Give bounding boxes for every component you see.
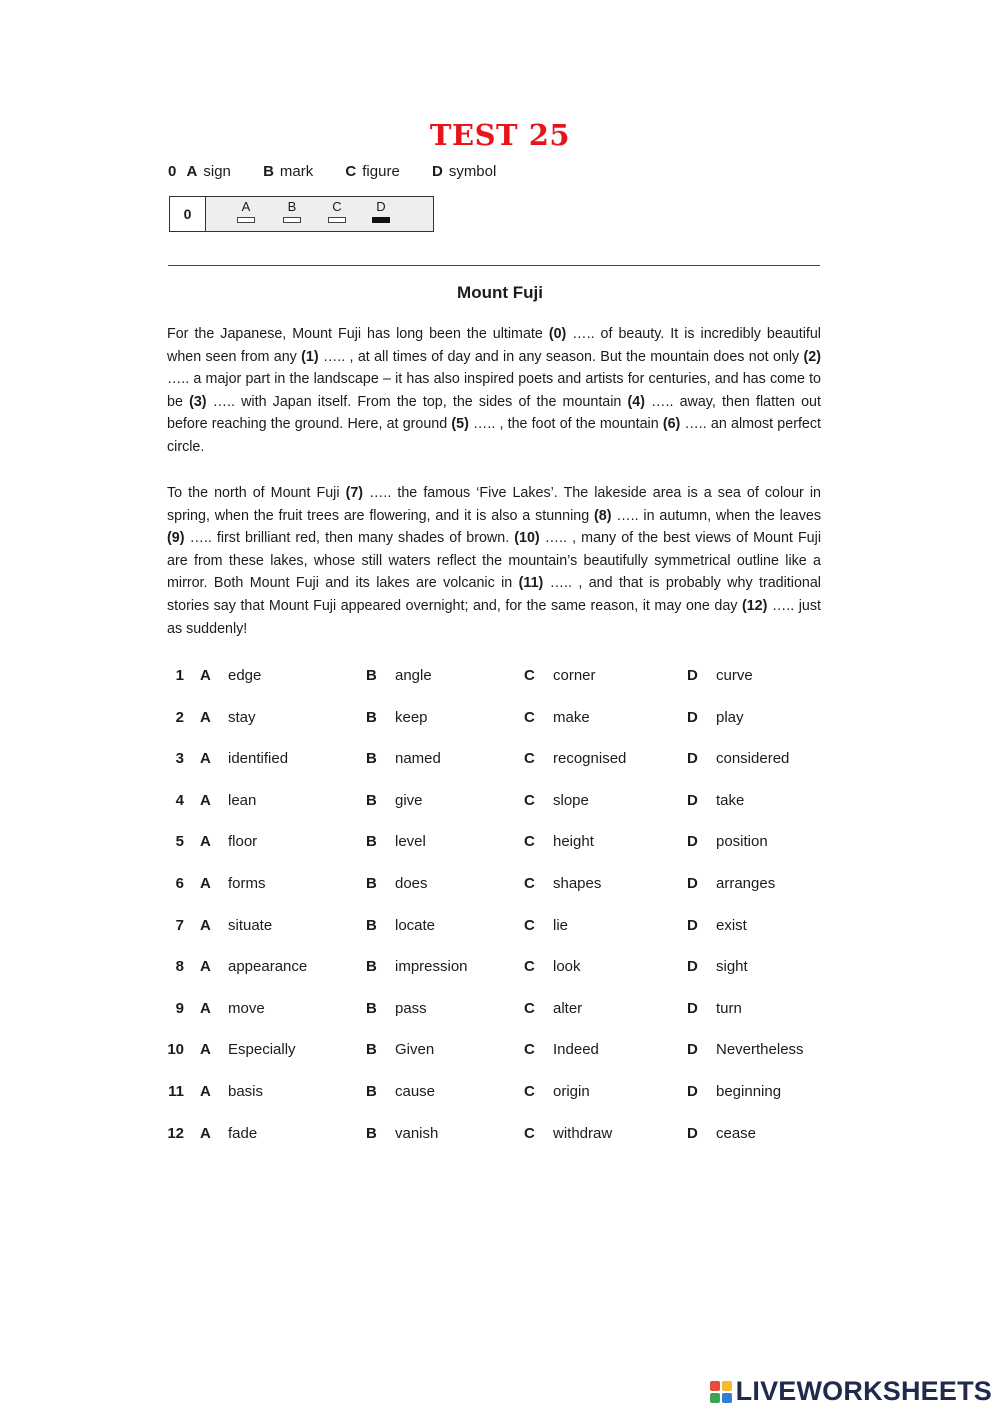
passage-paragraph-2 [167,482,821,640]
gap-number: (2) [803,348,821,365]
option-b: pass [395,999,427,1017]
example-letter-d: D [431,163,443,180]
question-number: 4 [175,791,184,809]
answer-bubble [283,217,301,223]
option-letter: C [524,874,535,892]
passage-text: ….. in autumn, when the leaves [611,507,821,524]
option-letter: C [524,916,535,934]
option-a: Especially [228,1041,296,1059]
passage-text: ….. the famous ‘Five Lakes’. The lakeside area is a sea of colour in spring, when the fruit trees are flowering, and it is also a stunning [167,485,821,524]
example-option-b: mark [279,163,314,180]
example-option-d: symbol [448,163,497,180]
option-letter: C [524,667,535,684]
answer-bubble [372,217,390,223]
option-letter: B [366,667,377,684]
option-c: make [553,708,590,726]
option-letter: C [524,1082,535,1100]
question-number: 12 [167,1124,184,1142]
option-c: slope [553,791,589,809]
gap-number: (8) [594,507,612,524]
gap-number: (7) [345,485,364,501]
option-d: curve [716,667,753,684]
option-b: locate [395,916,436,934]
brand-name: LIVEWORKSHEETS [735,1376,992,1406]
question-number: 8 [175,958,184,976]
option-c: shapes [553,874,602,892]
option-c: Indeed [553,1041,599,1059]
option-c: height [553,833,594,851]
option-a: appearance [228,958,308,976]
answer-sheet-number: 0 [170,197,206,231]
option-b: level [395,833,426,851]
answer-bubble [237,217,255,223]
example-option-c: figure [362,163,400,180]
option-letter: D [687,833,698,851]
option-letter: C [524,791,535,809]
logo-square [722,1381,732,1391]
answer-bubble [328,217,346,223]
option-d: take [716,791,745,809]
option-a: situate [228,916,273,934]
option-letter: D [687,750,698,768]
option-letter: D [687,1041,698,1059]
example-answer-sheet [169,196,434,232]
option-letter: A [200,833,211,851]
option-d: position [716,833,768,851]
option-letter: D [687,667,698,684]
logo-square [710,1393,720,1403]
passage-text: ….. with Japan itself. From the top, the sides of the mountain [206,393,628,410]
passage-text: ….. of beauty. It is incredibly beautiful when seen from any [167,326,821,365]
option-a: fade [228,1124,258,1142]
option-d: exist [716,916,747,934]
option-d: beginning [716,1082,782,1100]
option-letter: B [366,708,377,726]
option-letter: B [366,791,377,809]
passage-text: ….. , many of the best views of Mount Fuji are from these lakes, whose still waters reflect the mountain’s beautifully symmetrical outline like a mirror. Both Mount Fuji and its lakes are volcanic in [167,530,821,592]
gap-number: (3) [189,393,207,410]
answer-cell-label: A [241,199,251,214]
page-title: TEST 25 [429,118,571,152]
passage-text: ….. first brilliant red, then many shades of brown. [184,530,515,547]
option-letter: B [366,833,377,851]
option-b: impression [395,958,468,976]
passage-text: ….. an almost perfect circle. [167,416,821,455]
question-number: 1 [175,667,184,684]
option-letter: D [687,791,698,809]
question-row [160,709,840,751]
option-letter: A [200,791,211,809]
option-letter: B [366,1124,377,1142]
option-letter: D [687,708,698,726]
question-row [160,875,840,917]
question-number: 2 [175,708,184,726]
option-b: keep [395,708,428,726]
passage-text: ….. , and that is probably why traditional stories say that Mount Fuji appeared overnight; and, for the same reason, it may one day [167,575,821,614]
option-letter: A [200,874,211,892]
option-b: named [395,750,441,768]
question-row [160,1041,840,1083]
example-letter-c: C [345,163,357,180]
question-row [160,958,840,1000]
brand-footer [710,1376,992,1407]
passage-title: Mount Fuji [457,283,543,302]
gap-number: (6) [662,416,681,433]
option-a: identified [228,750,289,768]
option-a: lean [228,791,257,809]
example-number: 0 [168,163,177,180]
option-c: alter [553,999,583,1017]
answer-cell-label: D [376,199,386,214]
option-letter: C [524,750,535,768]
example-question [168,163,524,180]
question-number: 7 [175,916,184,934]
option-a: basis [228,1082,264,1100]
option-c: recognised [553,750,627,768]
option-d: play [716,708,744,726]
question-row [160,1083,840,1125]
option-c: corner [553,667,596,684]
option-letter: B [366,1041,377,1059]
option-a: stay [228,708,256,726]
question-row [160,1125,840,1167]
option-letter: C [524,1041,535,1059]
option-letter: A [200,750,211,768]
option-c: withdraw [553,1124,613,1142]
passage-text: ….. a major part in the landscape – it has also inspired poets and artists for centuries, and has come to be [167,371,821,410]
option-letter: B [366,958,377,976]
question-row [160,1000,840,1042]
passage-text: For the Japanese, Mount Fuji has long been the ultimate [167,326,549,342]
logo-square [710,1381,720,1391]
question-number: 11 [168,1082,184,1100]
passage-paragraph-1 [167,323,821,459]
answer-cell-b [281,200,303,223]
option-letter: A [200,916,211,934]
option-letter: D [687,1124,698,1142]
gap-number: (4) [627,393,646,410]
option-letter: B [366,874,377,892]
passage-text: ….. , the foot of the mountain [468,416,663,433]
option-a: forms [228,874,266,892]
option-letter: B [366,1082,377,1100]
example-letter-b: B [263,163,274,180]
option-letter: A [200,667,211,684]
option-letter: A [200,1041,211,1059]
multiple-choice-options [160,667,840,1166]
option-a: floor [228,833,258,851]
option-b: does [395,874,428,892]
option-b: Given [395,1041,435,1059]
passage-text: To the north of Mount Fuji [167,485,346,501]
option-d: arranges [716,874,776,892]
option-b: angle [395,667,432,684]
logo-square [722,1393,732,1403]
gap-number: (9) [167,530,185,547]
question-number: 3 [175,750,184,768]
option-b: vanish [395,1124,439,1142]
example-letter-a: A [186,163,198,180]
option-letter: C [524,708,535,726]
option-b: cause [395,1082,436,1100]
section-divider [168,265,820,266]
option-letter: D [687,999,698,1017]
option-letter: D [687,874,698,892]
question-row [160,917,840,959]
option-letter: C [524,958,535,976]
option-d: turn [716,999,742,1017]
option-c: look [553,958,581,976]
question-number: 5 [175,833,184,851]
liveworksheets-logo-icon [710,1381,732,1403]
question-number: 10 [167,1041,184,1059]
question-row [160,792,840,834]
option-letter: A [200,708,211,726]
question-row [160,750,840,792]
option-letter: B [366,750,377,768]
option-letter: B [366,916,377,934]
option-c: lie [553,916,569,934]
option-d: Nevertheless [716,1041,804,1059]
option-letter: D [687,1082,698,1100]
option-letter: A [200,1124,211,1142]
answer-cell-label: B [287,199,297,214]
question-row [160,833,840,875]
option-d: sight [716,958,748,976]
question-number: 9 [175,999,184,1017]
option-letter: A [200,958,211,976]
example-option-a: sign [203,163,231,180]
passage-text: ….. away, then flatten out before reaching the ground. Here, at ground [167,393,821,433]
option-letter: D [687,958,698,976]
answer-cell-d [370,200,392,223]
gap-number: (10) [514,530,540,547]
gap-number: (5) [451,416,469,433]
answer-cell-a [235,200,257,223]
gap-number: (1) [301,348,319,365]
option-letter: C [524,1124,535,1142]
option-letter: A [200,999,211,1017]
option-a: move [228,999,265,1017]
answer-cell-label: C [332,199,342,214]
option-a: edge [228,667,262,684]
question-number: 6 [175,874,184,892]
gap-number: (11) [518,575,544,592]
question-row [160,667,840,709]
option-letter: A [200,1082,211,1100]
option-letter: B [366,999,377,1017]
option-d: cease [716,1124,757,1142]
passage-text: ….. just as suddenly! [167,597,821,637]
option-c: origin [553,1082,590,1100]
option-letter: D [687,916,698,934]
option-letter: C [524,833,535,851]
answer-cell-c [326,200,348,223]
option-letter: C [524,999,535,1017]
option-d: considered [716,750,790,768]
gap-number: (12) [741,597,768,614]
passage-text: ….. , at all times of day and in any season. But the mountain does not only [318,348,804,365]
option-b: give [395,791,423,809]
gap-number: (0) [548,326,567,342]
